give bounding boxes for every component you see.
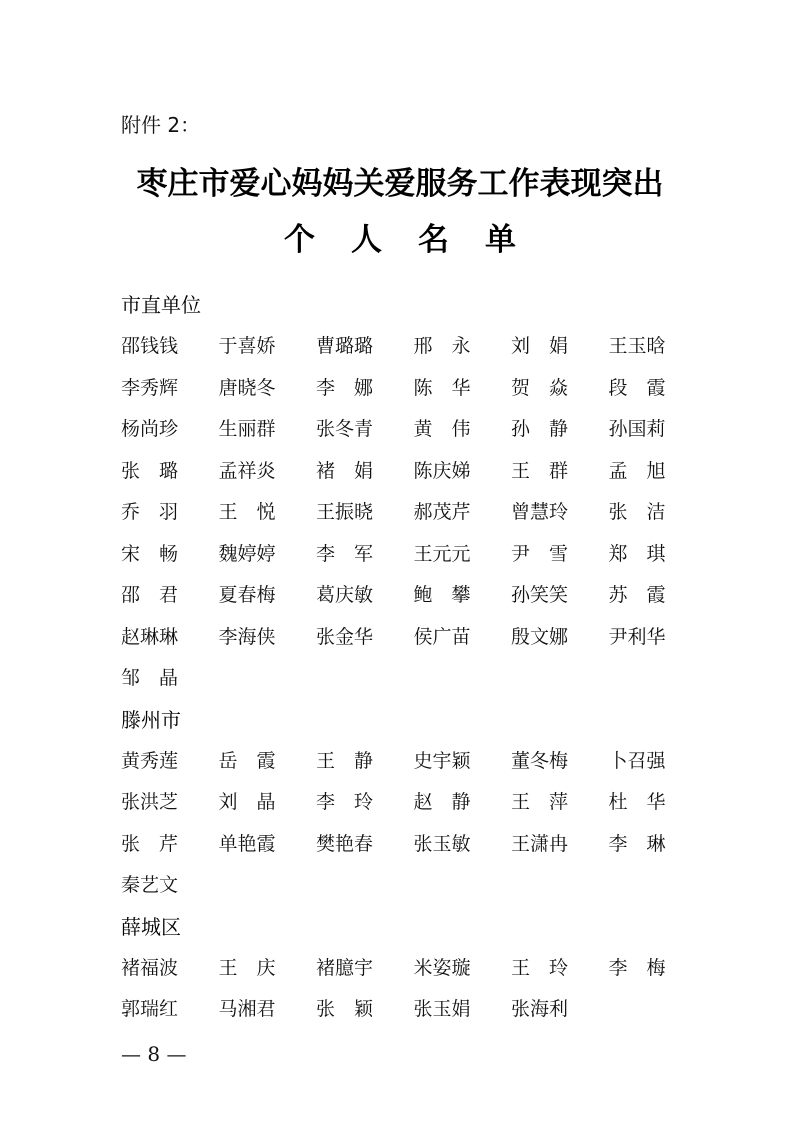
name-grid [121, 326, 681, 700]
person-name: 王 静 [316, 749, 374, 772]
person-name: 褚 娟 [316, 459, 374, 482]
person-name: 张 洁 [608, 501, 666, 523]
person-name: 苏 霞 [608, 584, 666, 606]
person-name: 贺 焱 [511, 376, 569, 399]
name-grid [121, 948, 681, 1031]
person-name: 刘 晶 [218, 791, 276, 813]
person-name: 赵琳琳 [121, 625, 179, 648]
person-name: 史宇颖 [413, 749, 471, 772]
person-name: 乔 羽 [121, 501, 179, 523]
person-name: 李海侠 [218, 625, 276, 648]
person-name: 张冬青 [316, 418, 374, 440]
person-name: 杜 华 [608, 791, 666, 813]
person-name: 鲍 攀 [413, 584, 471, 606]
person-name: 宋 畅 [121, 542, 179, 565]
person-name: 王潇冉 [511, 832, 569, 855]
person-name: 张 芹 [121, 832, 179, 855]
person-name: 单艳霞 [218, 832, 276, 855]
person-name: 张玉娟 [413, 998, 471, 1020]
person-name: 赵 静 [413, 791, 471, 813]
document-subtitle: 个人名单 [284, 222, 552, 258]
section [121, 700, 681, 907]
section-heading: 滕州市 [121, 707, 181, 732]
person-name: 邹 晶 [121, 667, 179, 689]
person-name: 王 玲 [511, 956, 569, 979]
person-name: 孟祥炎 [218, 459, 276, 482]
section [121, 285, 681, 700]
person-name: 王 庆 [218, 956, 276, 979]
person-name: 褚福波 [121, 956, 179, 979]
person-name: 秦艺文 [121, 874, 179, 896]
person-name: 孙国莉 [608, 418, 666, 440]
person-name: 李 琳 [608, 832, 666, 855]
person-name: 张 璐 [121, 459, 179, 482]
person-name: 曾慧玲 [511, 501, 569, 523]
person-name: 葛庆敏 [316, 584, 374, 606]
document-title: 枣庄市爱心妈妈关爱服务工作表现突出 [136, 166, 664, 202]
person-name: 邢 永 [413, 335, 471, 357]
person-name: 黄秀莲 [121, 749, 179, 772]
person-name: 王振晓 [316, 501, 374, 523]
person-name: 王 群 [511, 459, 569, 482]
person-name: 王 萍 [511, 791, 569, 813]
person-name: 张玉敏 [413, 832, 471, 855]
section-heading: 市直单位 [121, 293, 201, 317]
person-name: 孙 静 [511, 418, 569, 440]
person-name: 张 颖 [316, 998, 374, 1020]
person-name: 王元元 [413, 542, 471, 565]
name-list [121, 285, 681, 1031]
person-name: 唐晓冬 [218, 376, 276, 399]
person-name: 魏婷婷 [218, 542, 276, 565]
person-name: 李 梅 [608, 956, 666, 979]
person-name: 李 娜 [316, 376, 374, 399]
person-name: 褚臆宇 [316, 956, 374, 979]
person-name: 郭瑞红 [121, 998, 179, 1020]
person-name: 王玉晗 [608, 335, 666, 357]
person-name: 岳 霞 [218, 749, 276, 772]
person-name: 黄 伟 [413, 418, 471, 440]
person-name: 尹 雪 [511, 542, 569, 565]
person-name: 郝茂芹 [413, 501, 471, 523]
person-name: 卜召强 [608, 749, 666, 772]
person-name: 张金华 [316, 625, 374, 648]
person-name: 于喜娇 [218, 335, 276, 357]
person-name: 孙笑笑 [511, 584, 569, 606]
person-name: 马湘君 [218, 998, 276, 1020]
person-name: 李 军 [316, 542, 374, 565]
person-name: 侯广苗 [413, 625, 471, 648]
person-name: 郑 琪 [608, 542, 666, 565]
name-grid [121, 741, 681, 907]
page-number: — 8 — [121, 1042, 187, 1066]
person-name: 尹利华 [608, 625, 666, 648]
person-name: 曹璐璐 [316, 335, 374, 357]
person-name: 樊艳春 [316, 832, 374, 855]
person-name: 段 霞 [608, 376, 666, 399]
person-name: 李秀辉 [121, 376, 179, 399]
person-name: 邵 君 [121, 584, 179, 606]
attachment-label: 附件 2： [121, 113, 201, 137]
person-name: 李 玲 [316, 791, 374, 813]
person-name: 米姿璇 [413, 956, 471, 979]
person-name: 夏春梅 [218, 584, 276, 606]
person-name: 张海利 [511, 998, 569, 1020]
person-name: 陈 华 [413, 376, 471, 399]
person-name: 杨尚珍 [121, 418, 179, 440]
person-name: 邵钱钱 [121, 335, 179, 357]
person-name: 王 悦 [218, 501, 276, 523]
person-name: 张洪芝 [121, 791, 179, 813]
person-name: 生丽群 [218, 418, 276, 440]
section-heading: 薛城区 [121, 914, 181, 939]
section [121, 907, 681, 1031]
person-name: 刘 娟 [511, 335, 569, 357]
person-name: 殷文娜 [511, 625, 569, 648]
person-name: 董冬梅 [511, 749, 569, 772]
person-name: 陈庆娣 [413, 459, 471, 482]
person-name: 孟 旭 [608, 459, 666, 482]
